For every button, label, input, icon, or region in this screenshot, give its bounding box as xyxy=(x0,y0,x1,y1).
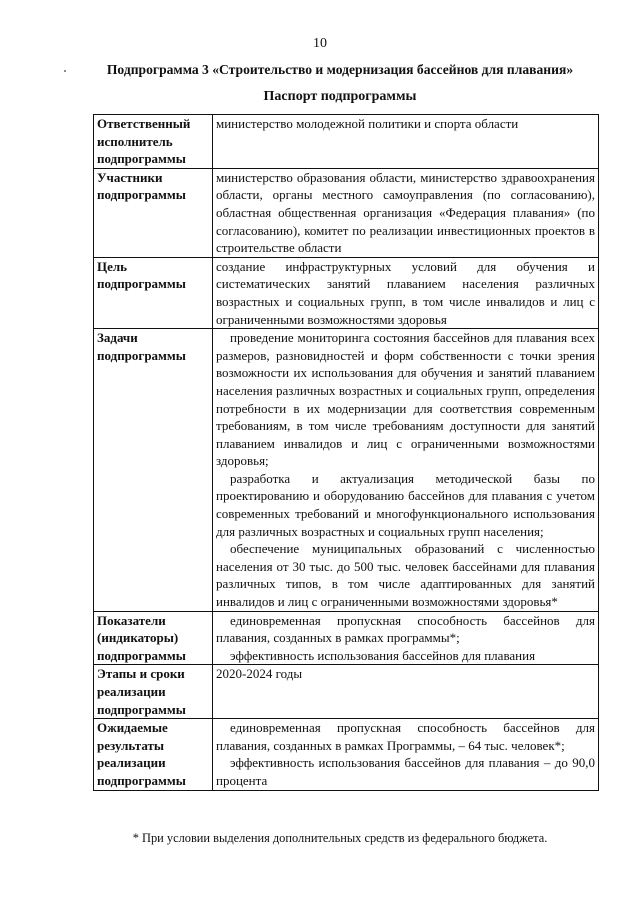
passport-row xyxy=(94,665,599,719)
passport-heading: Паспорт подпрограммы xyxy=(263,89,417,104)
row-label: Цель подпрограммы xyxy=(94,257,213,328)
row-paragraph: единовременная пропускная способность бассейнов для плавания, созданных в рамках Программы, – 64 тыс. человек*; xyxy=(216,720,595,753)
passport-row xyxy=(94,168,599,257)
document-title: Подпрограмма 3 «Строительство и модернизация бассейнов для плавания» xyxy=(106,62,574,77)
row-label: Показатели (индикаторы) подпрограммы xyxy=(94,611,213,665)
footnote: * При условии выделения дополнительных средств из федерального бюджета. xyxy=(132,831,548,845)
row-paragraph: эффективность использования бассейнов для плавания – до 90,0 процента xyxy=(216,755,595,788)
passport-row xyxy=(94,115,599,169)
row-paragraph: министерство образования области, министерство здравоохранения области, органы местного самоуправления (по согласованию), областная общественная организация «Федерация плавания» (по согласованию), комитет по реализации инвестиционных проектов в строительстве области xyxy=(216,169,595,256)
passport-table xyxy=(93,114,599,791)
row-paragraph: разработка и актуализация методической базы по проектированию и оборудованию бассейнов для плавания с учетом современных требований и многофункционального использования для различных возрастных и социальных групп населения; xyxy=(216,470,595,539)
passport-row xyxy=(94,611,599,665)
row-label: Ответственный исполнитель подпрограммы xyxy=(94,115,213,169)
row-paragraph: обеспечение муниципальных образований с численностью населения от 30 тыс. до 500 тыс. человек бассейнами для плавания различных типов, в том числе адаптированных для занятий инвалидов и лиц с ограниченными возможностями здоровья* xyxy=(216,541,595,610)
row-content xyxy=(213,665,599,719)
row-paragraph: проведение мониторинга состояния бассейнов для плавания всех размеров, разновидностей и форм собственности с точки зрения возможности их использования для обучения и занятий плаванием населения различных возрастных и социальных групп, определения потребности в их модернизации для соответствия современным требованиям, в том числе требованиям доступности для занятий плаванием инвалидов и лиц с ограниченными возможностями здоровья; xyxy=(216,330,595,469)
page-number: 10 xyxy=(313,36,327,51)
passport-row xyxy=(94,329,599,612)
row-content xyxy=(213,115,599,169)
row-paragraph: эффективность использования бассейнов для плавания xyxy=(230,647,536,663)
row-content xyxy=(213,257,599,328)
row-content xyxy=(213,329,599,612)
row-content xyxy=(213,719,599,790)
passport-row xyxy=(94,719,599,790)
passport-table-body xyxy=(94,115,599,791)
passport-row xyxy=(94,257,599,328)
row-label: Задачи подпрограммы xyxy=(94,329,213,612)
row-label: Участники подпрограммы xyxy=(94,168,213,257)
row-content xyxy=(213,168,599,257)
row-paragraph: создание инфраструктурных условий для обучения и систематических занятий плаванием населения различных возрастных и социальных групп, в том числе инвалидов и лиц с ограниченными возможностями здоровья xyxy=(216,258,595,327)
row-content xyxy=(213,611,599,665)
row-paragraph: единовременная пропускная способность бассейнов для плавания, созданных в рамках программы*; xyxy=(216,612,595,646)
row-paragraph: 2020-2024 годы xyxy=(216,666,303,682)
row-label: Этапы и сроки реализации подпрограммы xyxy=(94,665,213,719)
row-label: Ожидаемые результаты реализации подпрограммы xyxy=(94,719,213,790)
row-paragraph: министерство молодежной политики и спорта области xyxy=(216,116,519,131)
